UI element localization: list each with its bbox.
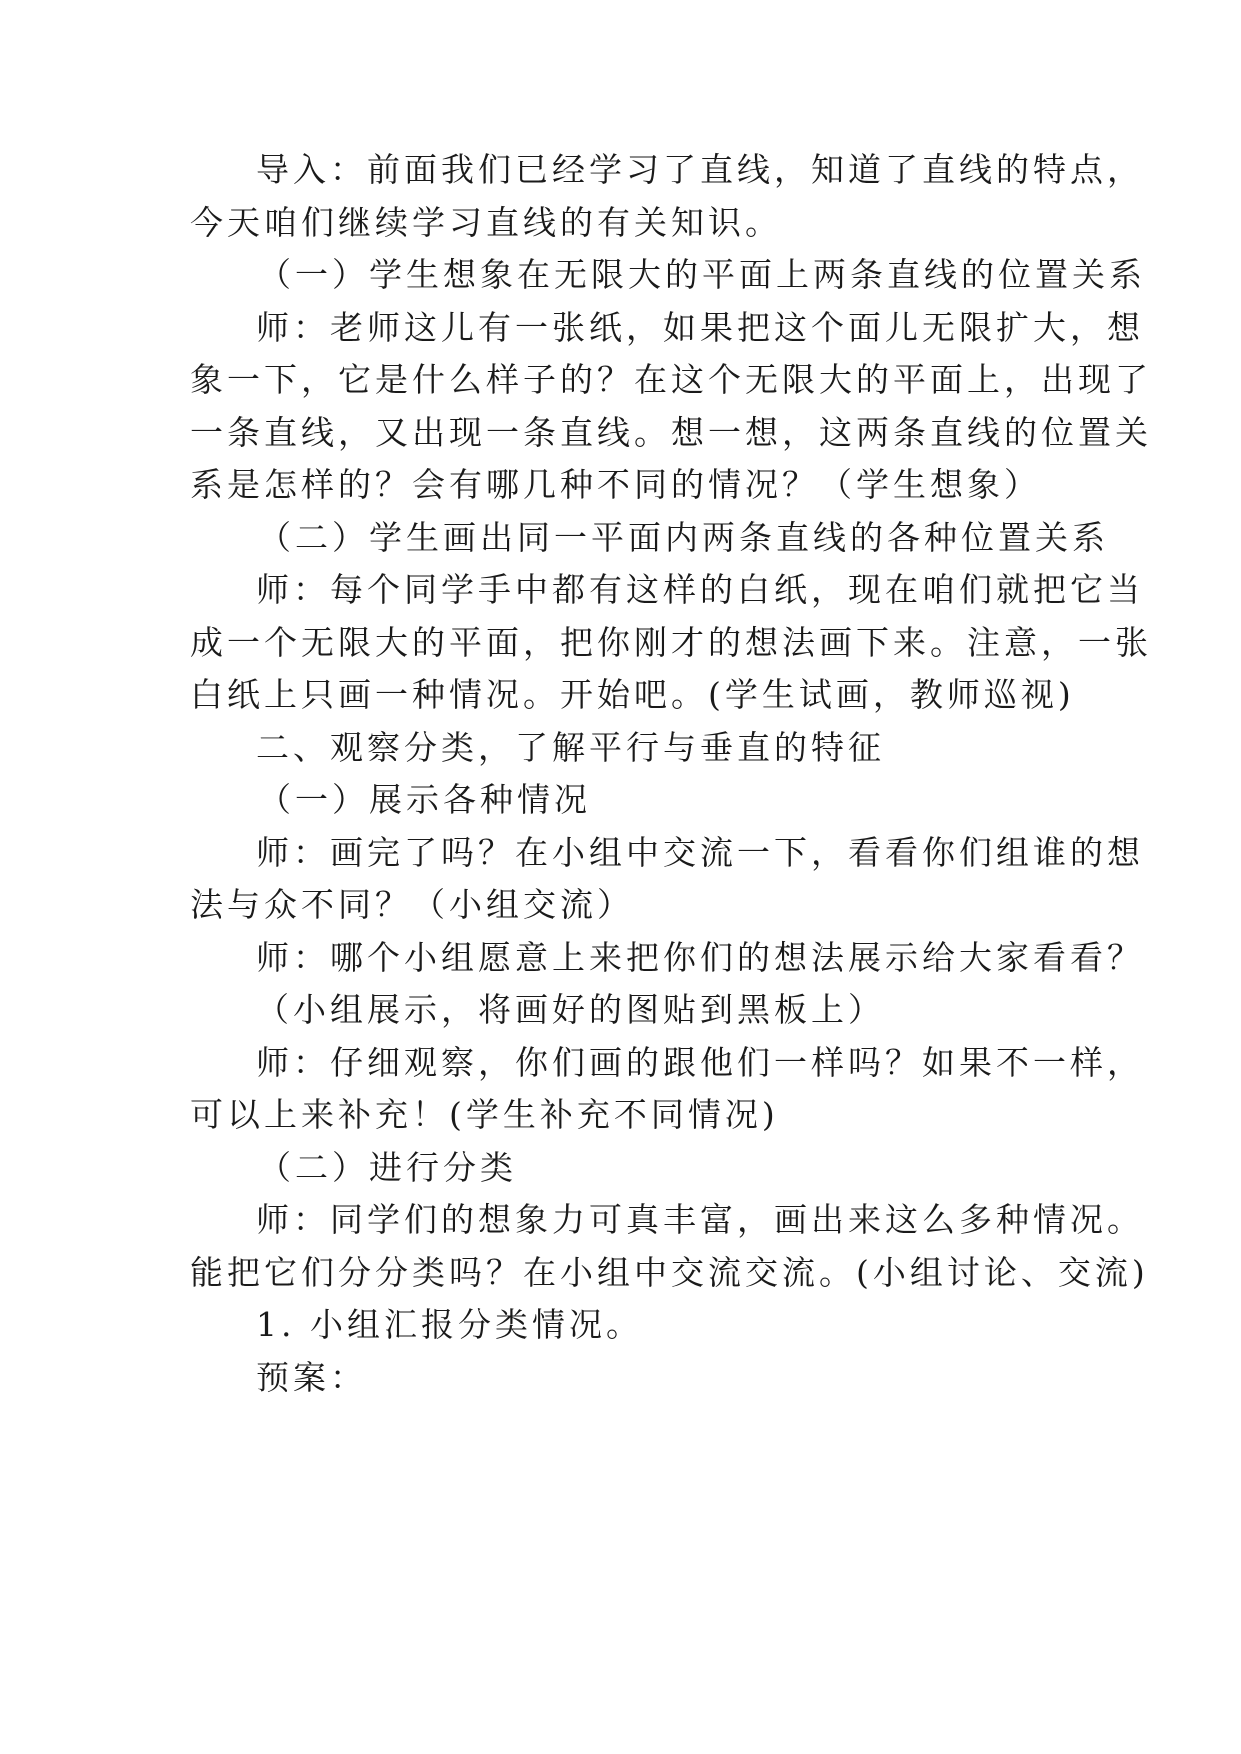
- section-title-2: 二、观察分类，了解平行与垂直的特征: [256, 728, 885, 767]
- paragraph-teacher-1-line-2: 象一下，它是什么样子的？在这个无限大的平面上，出现了: [190, 360, 1152, 399]
- paragraph-teacher-2-line-3: 白纸上只画一种情况。开始吧。(学生试画，教师巡视): [190, 675, 1075, 714]
- paragraph-teacher-3-line-2: 法与众不同？（小组交流）: [190, 885, 634, 924]
- paragraph-teacher-2-line-1: 师：每个同学手中都有这样的白纸，现在咱们就把它当: [256, 570, 1144, 609]
- paragraph-teacher-5-line-1: 师：仔细观察，你们画的跟他们一样吗？如果不一样，: [256, 1043, 1144, 1082]
- paragraph-teacher-6-line-2: 能把它们分分类吗？在小组中交流交流。(小组讨论、交流): [190, 1253, 1149, 1292]
- paragraph-teacher-3-line-1: 师：画完了吗？在小组中交流一下，看看你们组谁的想: [256, 833, 1144, 872]
- paragraph-teacher-5-line-2: 可以上来补充！(学生补充不同情况): [190, 1095, 779, 1134]
- section-heading-1: （一）学生想象在无限大的平面上两条直线的位置关系: [258, 255, 1146, 294]
- paragraph-teacher-1-line-1: 师：老师这儿有一张纸，如果把这个面儿无限扩大，想: [256, 308, 1144, 347]
- paragraph-teacher-1-line-3: 一条直线，又出现一条直线。想一想，这两条直线的位置关: [190, 413, 1152, 452]
- section-heading-3: （一）展示各种情况: [258, 780, 591, 819]
- paragraph-intro-line-2: 今天咱们继续学习直线的有关知识。: [190, 203, 782, 242]
- section-heading-4: （二）进行分类: [258, 1148, 517, 1187]
- paragraph-teacher-4-line-1: 师：哪个小组愿意上来把你们的想法展示给大家看看？: [256, 938, 1144, 977]
- paragraph-teacher-4-line-2: （小组展示，将画好的图贴到黑板上）: [256, 990, 885, 1029]
- list-item-1: 1. 小组汇报分类情况。: [256, 1305, 643, 1344]
- paragraph-intro-line-1: 导入：前面我们已经学习了直线，知道了直线的特点，: [256, 150, 1144, 189]
- paragraph-teacher-1-line-4: 系是怎样的？会有哪几种不同的情况？（学生想象）: [190, 465, 1041, 504]
- paragraph-teacher-2-line-2: 成一个无限大的平面，把你刚才的想法画下来。注意，一张: [190, 623, 1152, 662]
- paragraph-teacher-6-line-1: 师：同学们的想象力可真丰富，画出来这么多种情况。: [256, 1200, 1144, 1239]
- plan-label: 预案：: [256, 1358, 367, 1397]
- section-heading-2: （二）学生画出同一平面内两条直线的各种位置关系: [258, 518, 1109, 557]
